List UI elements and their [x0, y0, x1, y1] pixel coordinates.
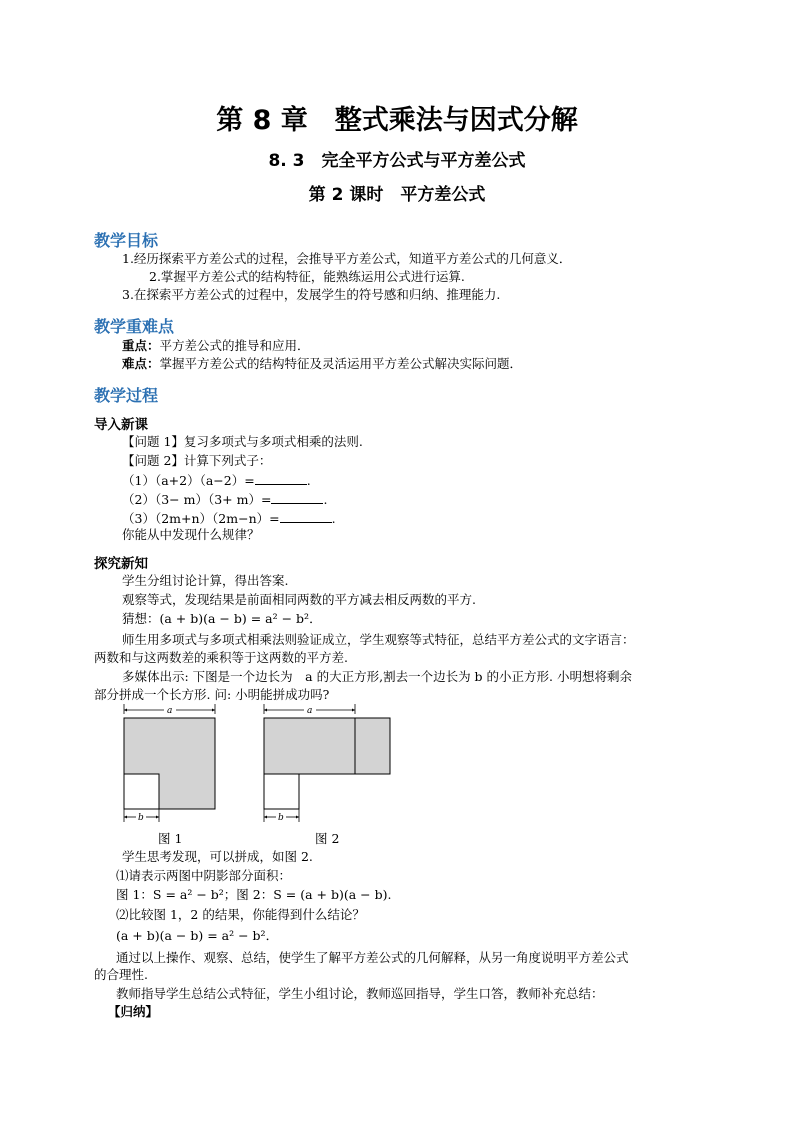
explore-paragraph: 部分拼成一个长方形. 问: 小明能拼成功吗?	[94, 687, 330, 702]
exercise-1: （1）（a+2）（a−2）= .	[122, 473, 311, 488]
difficulty-line	[122, 356, 522, 372]
difficulty-text: 掌握平方差公式的结构特征及灵活运用平方差公式解决实际问题．	[159, 356, 523, 371]
summary-label: 【归纳】	[108, 1004, 159, 1019]
intro-heading: 导入新课	[94, 417, 148, 433]
explore-paragraph: 学生分组讨论计算，得出答案.	[122, 573, 289, 588]
explore-paragraph: 通过以上操作、观察、总结，使学生了解平方差公式的几何解释，从另一角度说明平方差公式	[116, 950, 629, 965]
explore-paragraph: 观察等式，发现结果是前面相同两数的平方减去相反两数的平方.	[122, 592, 476, 607]
exercise-1-text: （1）（a+2）（a−2）=	[122, 473, 255, 488]
exercise-3: （3）（2m+n）（2m−n）= .	[122, 511, 336, 526]
goal-item: 2.掌握平方差公式的结构特征，能熟练运用公式进行运算.	[149, 269, 465, 284]
explore-paragraph: 多媒体出示: 下图是一个边长为 a 的大正方形,割去一个边长为 b 的小正方形. 小明想将剩余	[122, 669, 632, 684]
figure-2	[256, 702, 396, 826]
dim-label-b: b	[138, 813, 144, 823]
explore-paragraph: 学生思考发现，可以拼成，如图 2.	[122, 849, 313, 864]
shaded-rect-right	[355, 718, 390, 774]
answer-blank	[271, 491, 323, 504]
answer-blank	[255, 472, 307, 485]
goal-item: 3.在探索平方差公式的过程中，发展学生的符号感和归纳、推理能力.	[122, 287, 501, 302]
focus-label: 重点：	[122, 338, 160, 353]
question-2: 【问题 2】计算下列式子：	[122, 453, 272, 468]
explore-paragraph: 师生用多项式与多项式相乘法则验证成立，学生观察等式特征，总结平方差公式的文字语言：	[122, 632, 635, 647]
lesson-title: 第 2 课时 平方差公式	[308, 185, 486, 205]
explore-paragraph: ⑵比较图 1，2 的结果，你能得到什么结论？	[116, 907, 365, 922]
intro-question: 你能从中发现什么规律？	[122, 527, 260, 542]
difficulty-label: 难点：	[122, 356, 160, 371]
figure-1-caption: 图 1	[158, 831, 183, 846]
figure-1	[116, 702, 226, 826]
cut-square	[124, 774, 159, 809]
dim-label-a: a	[307, 706, 313, 716]
exercise-2: （2）（3− m）（3+ m）= .	[122, 492, 328, 507]
explore-paragraph: 教师指导学生总结公式特征，学生小组讨论，教师巡回指导，学生口答，教师补充总结：	[116, 986, 604, 1001]
explore-paragraph: 两数和与这两数差的乘积等于这两数的平方差.	[94, 650, 348, 665]
chapter-title: 第 8 章 整式乘法与因式分解	[216, 105, 578, 136]
shaded-rect-left	[264, 718, 355, 774]
exercise-3-text: （3）（2m+n）（2m−n）=	[122, 511, 280, 526]
area-formulas: 图 1：S = a² − b²；图 2：S = (a + b)(a − b).	[116, 887, 392, 902]
dim-label-b: b	[278, 813, 284, 823]
dim-label-a: a	[167, 706, 173, 716]
figure-2-caption: 图 2	[315, 831, 340, 846]
section-title: 8. 3 完全平方公式与平方差公式	[268, 151, 526, 171]
goals-heading: 教学目标	[94, 231, 159, 250]
keypoints-heading: 教学重难点	[94, 317, 175, 336]
explore-paragraph: 的合理性.	[94, 967, 148, 982]
conclusion-formula: (a + b)(a − b) = a² − b²．	[116, 928, 279, 943]
exercise-2-text: （2）（3− m）（3+ m）=	[122, 492, 272, 507]
conjecture: 猜想：(a + b)(a − b) = a² − b²．	[122, 611, 322, 626]
focus-text: 平方差公式的推导和应用．	[159, 338, 310, 353]
summary-tag	[108, 1004, 158, 1020]
answer-blank	[280, 510, 332, 523]
goal-item: 1.经历探索平方差公式的过程，会推导平方差公式，知道平方差公式的几何意义．	[122, 251, 572, 266]
cut-square	[264, 774, 299, 809]
explore-heading: 探究新知	[94, 556, 148, 572]
question-1: 【问题 1】复习多项式与多项式相乘的法则.	[122, 434, 363, 449]
process-heading: 教学过程	[94, 386, 159, 405]
focus-line	[122, 338, 310, 354]
explore-paragraph: ⑴请表示两图中阴影部分面积：	[116, 868, 292, 883]
